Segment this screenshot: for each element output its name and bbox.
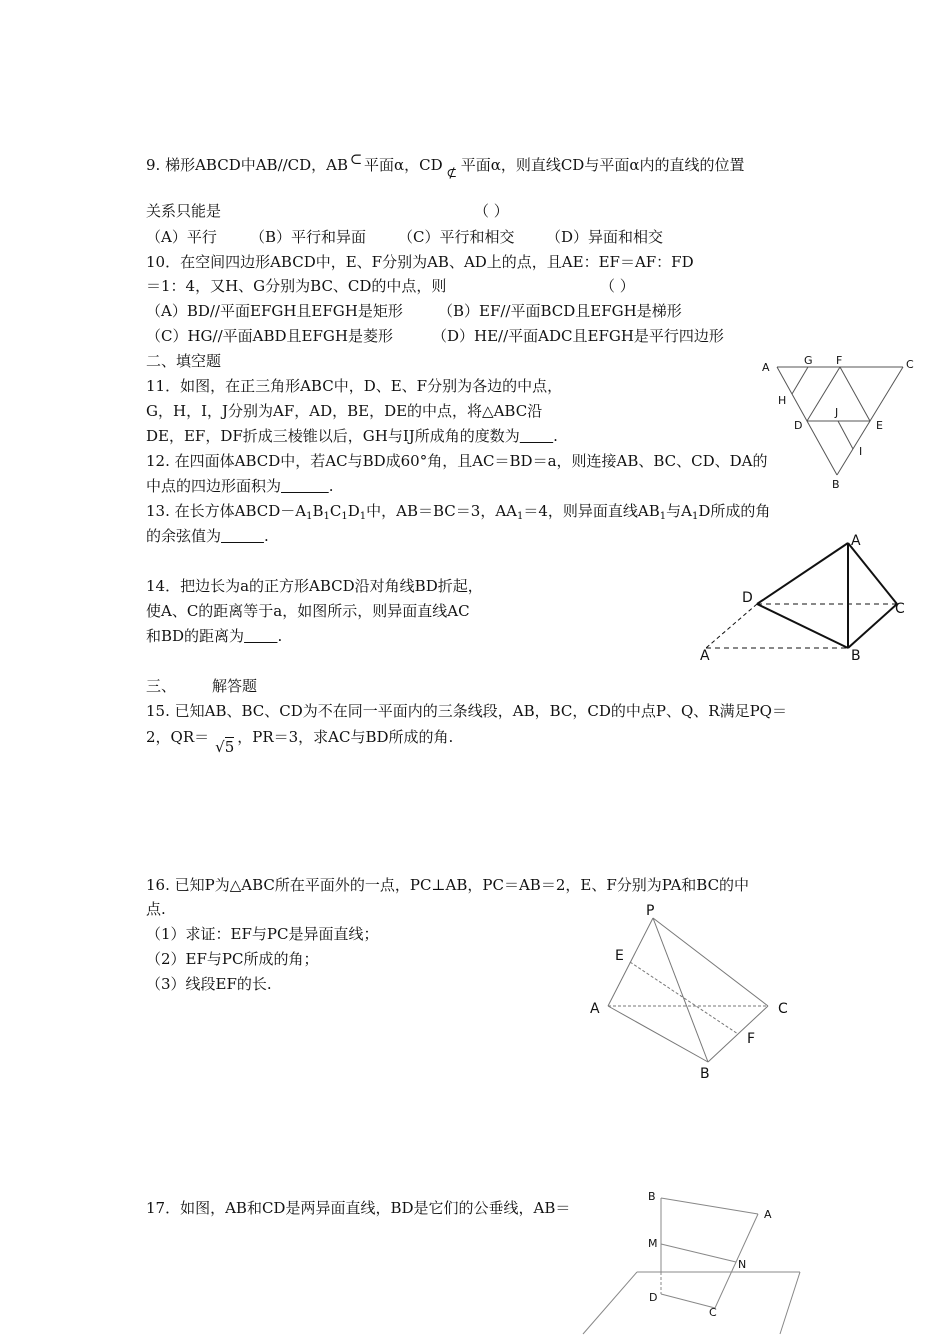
q13-line2: 的余弦值为 .	[146, 527, 269, 545]
q9-line1	[146, 150, 745, 181]
q11-line1: 11．如图，在正三角形ABC中，D、E、F分别为各边的中点，	[146, 377, 563, 395]
fig14-label-b: B	[851, 648, 861, 664]
q10-line1: 10．在空间四边形ABCD中，E、F分别为AB、AD上的点，且AE：EF＝AF：FD	[146, 253, 694, 271]
q10-line2: ＝1：4，又H、G分别为BC、CD的中点，则	[146, 277, 447, 295]
q10-option-c: （C）HG//平面ABD且EFGH是菱形	[146, 327, 393, 345]
q15-line2: 2，QR＝√5，PR＝3，求AC与BD所成的角.	[146, 728, 454, 756]
q12-line2: 中点的四边形面积为 .	[146, 477, 334, 495]
section-solve-number: 三、	[146, 677, 177, 695]
q10-option-a: （A）BD//平面EFGH且EFGH是矩形	[146, 302, 403, 320]
q16-sub3: （3）线段EF的长.	[146, 975, 272, 993]
fig11-label-b: B	[832, 478, 840, 491]
q11-triangle-figure	[760, 352, 920, 492]
fig17-label-m: M	[648, 1237, 658, 1250]
q9-text-a: 9. 梯形ABCD中AB//CD，AB	[146, 156, 349, 174]
q14-line3: 和BD的距离为 .	[146, 627, 283, 645]
fig17-label-n: N	[738, 1258, 747, 1271]
q9-text-b: 平面α，CD	[364, 156, 443, 174]
q16-line1: 16. 已知P为△ABC所在平面外的一点，PC⊥AB，PC＝AB＝2，E、F分别为PA和BC的中	[146, 876, 750, 894]
q9-option-a: （A）平行	[146, 228, 217, 246]
fig16-label-c: C	[778, 1001, 788, 1017]
fig11-label-a: A	[762, 361, 770, 374]
q9-line2: 关系只能是	[146, 202, 222, 220]
answer-blank	[221, 527, 264, 545]
fig14-label-c: C	[895, 601, 905, 617]
fig11-label-i: I	[859, 445, 863, 458]
q11-line3: DE，EF，DF折成三棱锥以后，GH与IJ所成角的度数为 .	[146, 427, 558, 445]
fig14-label-a-top: A	[851, 533, 861, 549]
q9-option-b: （B）平行和异面	[250, 228, 367, 246]
q17-skew-lines-figure	[575, 1186, 815, 1344]
q10-answer-paren: （ ）	[600, 277, 635, 295]
q12-line1: 12. 在四面体ABCD中，若AC与BD成60°角，且AC＝BD＝a，则连接AB、BC、CD、DA的	[146, 452, 768, 470]
fig11-label-c: C	[906, 358, 914, 371]
answer-blank	[520, 427, 553, 445]
q9-option-d: （D）异面和相交	[546, 228, 664, 246]
fig11-label-d: D	[794, 419, 803, 432]
q14-line2: 使A、C的距离等于a，如图所示，则异面直线AC	[146, 602, 470, 620]
q10-option-d: （D）HE//平面ADC且EFGH是平行四边形	[432, 327, 724, 345]
fig16-label-e: E	[615, 948, 624, 964]
q13-line1: 13. 在长方体$ABCD-A_1B_1C_1D_1$中，AB＝BC＝3，$AA_1=4$，则异面直线$AB_1$与$A_1D$所成的角	[146, 502, 771, 522]
fig14-label-a-bottom: A	[700, 648, 710, 664]
not-subset-symbol: ⊄	[446, 166, 458, 181]
answer-blank	[281, 477, 329, 495]
fig11-label-f: F	[836, 354, 843, 367]
sqrt-expression: √5	[215, 738, 235, 756]
fig17-label-d: D	[649, 1291, 658, 1304]
fig11-label-g: G	[804, 354, 813, 367]
q16-sub2: （2）EF与PC所成的角；	[146, 950, 319, 968]
fig16-label-a: A	[590, 1001, 600, 1017]
fig16-label-b: B	[700, 1066, 710, 1082]
fig17-label-c: C	[709, 1306, 717, 1319]
answer-blank	[244, 627, 277, 645]
q17-line1: 17．如图，AB和CD是两异面直线，BD是它们的公垂线，AB＝	[146, 1199, 571, 1217]
q9-text-c: 平面α，则直线CD与平面α内的直线的位置	[460, 156, 745, 174]
q11-line2: G，H，I，J分别为AF，AD，BE，DE的中点，将△ABC沿	[146, 402, 543, 420]
q16-sub1: （1）求证：EF与PC是异面直线；	[146, 925, 379, 943]
q14-folded-square-figure	[695, 528, 915, 668]
q9-option-c: （C）平行和相交	[398, 228, 515, 246]
subset-symbol: ⊂	[349, 150, 363, 168]
q9-answer-paren: （ ）	[474, 202, 509, 220]
fig11-label-j: J	[835, 406, 839, 419]
q10-option-b: （B）EF//平面BCD且EFGH是梯形	[438, 302, 682, 320]
fig11-label-e: E	[876, 419, 883, 432]
fig17-label-b: B	[648, 1190, 656, 1203]
section-solve-title: 解答题	[212, 677, 258, 695]
fig14-label-d: D	[742, 590, 753, 606]
q16-tetrahedron-figure	[580, 898, 800, 1088]
fig17-label-a: A	[764, 1208, 772, 1221]
fig16-label-f: F	[747, 1031, 756, 1047]
q15-line1: 15. 已知AB、BC、CD为不在同一平面内的三条线段，AB，BC，CD的中点P、Q、R满足PQ＝	[146, 702, 787, 720]
fig11-label-h: H	[778, 394, 787, 407]
section-fill-in-title: 二、填空题	[146, 352, 222, 370]
fig16-label-p: P	[646, 903, 655, 919]
radical-sign: √	[215, 738, 225, 756]
q14-line1: 14．把边长为a的正方形ABCD沿对角线BD折起，	[146, 577, 483, 595]
q16-line2: 点.	[146, 900, 166, 918]
